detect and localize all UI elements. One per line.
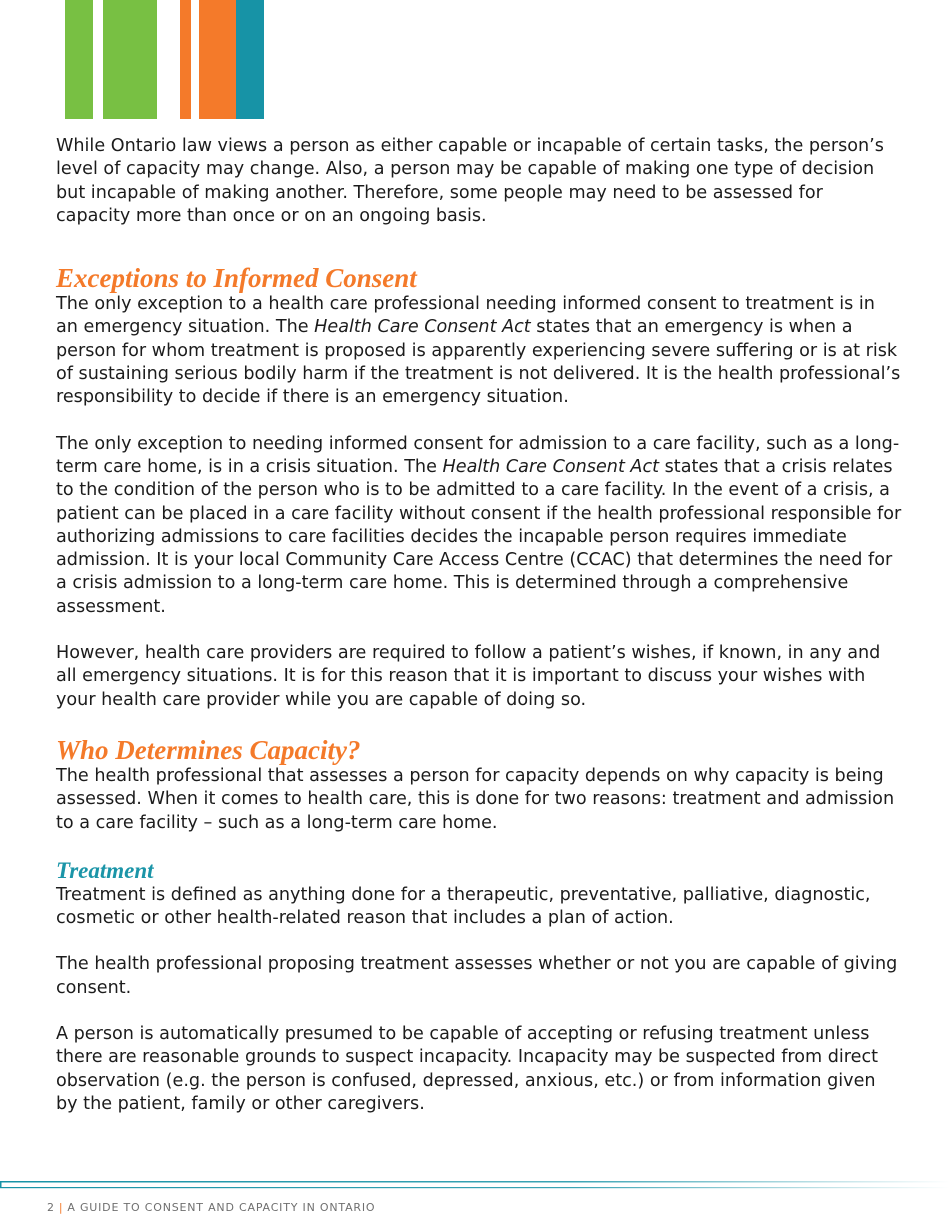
heading-exceptions: Exceptions to Informed Consent bbox=[56, 263, 417, 294]
page-content bbox=[56, 135, 902, 1139]
intro-paragraph: While Ontario law views a person as either capable or incapable of certain tasks, the person’s level of capacity may change. Also, a person may be capable of making one type of decision but incapable of making another. Therefore, some people may need to be assessed for capacity more than once or on an ongoing basis. bbox=[56, 136, 884, 226]
who-paragraph: The health professional that assesses a person for capacity depends on why capacity is being assessed. When it comes to health care, this is done for two reasons: treatment and admission to a care facility – such as a long-term care home. bbox=[56, 765, 895, 833]
decorative-bar-green-1 bbox=[65, 0, 93, 119]
act-name: Health Care Consent Act bbox=[314, 317, 531, 338]
treatment-paragraph-assessor: The health professional proposing treatment assesses whether or not you are capable of giving consent. bbox=[56, 954, 898, 998]
document-title: A GUIDE TO CONSENT AND CAPACITY IN ONTARIO bbox=[67, 1201, 376, 1214]
page-number: 2 bbox=[47, 1201, 55, 1214]
subheading-treatment: Treatment bbox=[56, 857, 154, 883]
decorative-bar-teal bbox=[236, 0, 264, 119]
exceptions-paragraph-crisis: The only exception to needing informed consent for admission to a care facility, such as a long-term care home, is in a crisis situation. The Health Care Consent Act states that a crisis relates to the condition of the person who is to be admitted to a care facility. In the event of a crisis, a patient can be placed in a care facility without consent if the health professional responsible for authorizing admissions to care facilities decides the incapable person requires immediate admission. It is your local Community Care Access Centre (CCAC) that determines the need for a crisis admission to a long-term care home. This is determined through a comprehensive assessment. bbox=[56, 433, 902, 617]
decorative-bar-green-2 bbox=[103, 0, 157, 119]
footer-rule bbox=[0, 1178, 950, 1190]
exceptions-paragraph-emergency: The only exception to a health care professional needing informed consent to treatment is in an emergency situation. The Health Care Consent Act states that an emergency is when a person for whom treatment is proposed is apparently experiencing severe suffering or is at risk of sustaining serious bodily harm if the treatment is not delivered. It is the health professional’s responsibility to decide if there is an emergency situation. bbox=[56, 294, 901, 408]
treatment-paragraph-presumption: A person is automatically presumed to be capable of accepting or refusing treatment unless there are reasonable grounds to suspect incapacity. Incapacity may be suspected from direct observation (e.g. the person is confused, depressed, anxious, etc.) or from information given by the patient, family or other caregivers. bbox=[56, 1024, 879, 1114]
decorative-bar-orange-1 bbox=[180, 0, 191, 119]
heading-who-determines: Who Determines Capacity? bbox=[56, 734, 361, 765]
page-footer bbox=[47, 1201, 375, 1214]
exceptions-paragraph-wishes: However, health care providers are required to follow a patient’s wishes, if known, in any and all emergency situations. It is for this reason that it is important to discuss your wishes with your health care provider while you are capable of doing so. bbox=[56, 643, 881, 710]
treatment-paragraph-definition: Treatment is defined as anything done for a therapeutic, preventative, palliative, diagnostic, cosmetic or other health-related reason that includes a plan of action. bbox=[56, 884, 871, 929]
decorative-bar-orange-2 bbox=[199, 0, 236, 119]
act-name: Health Care Consent Act bbox=[442, 456, 660, 477]
footer-separator: | bbox=[58, 1201, 64, 1214]
